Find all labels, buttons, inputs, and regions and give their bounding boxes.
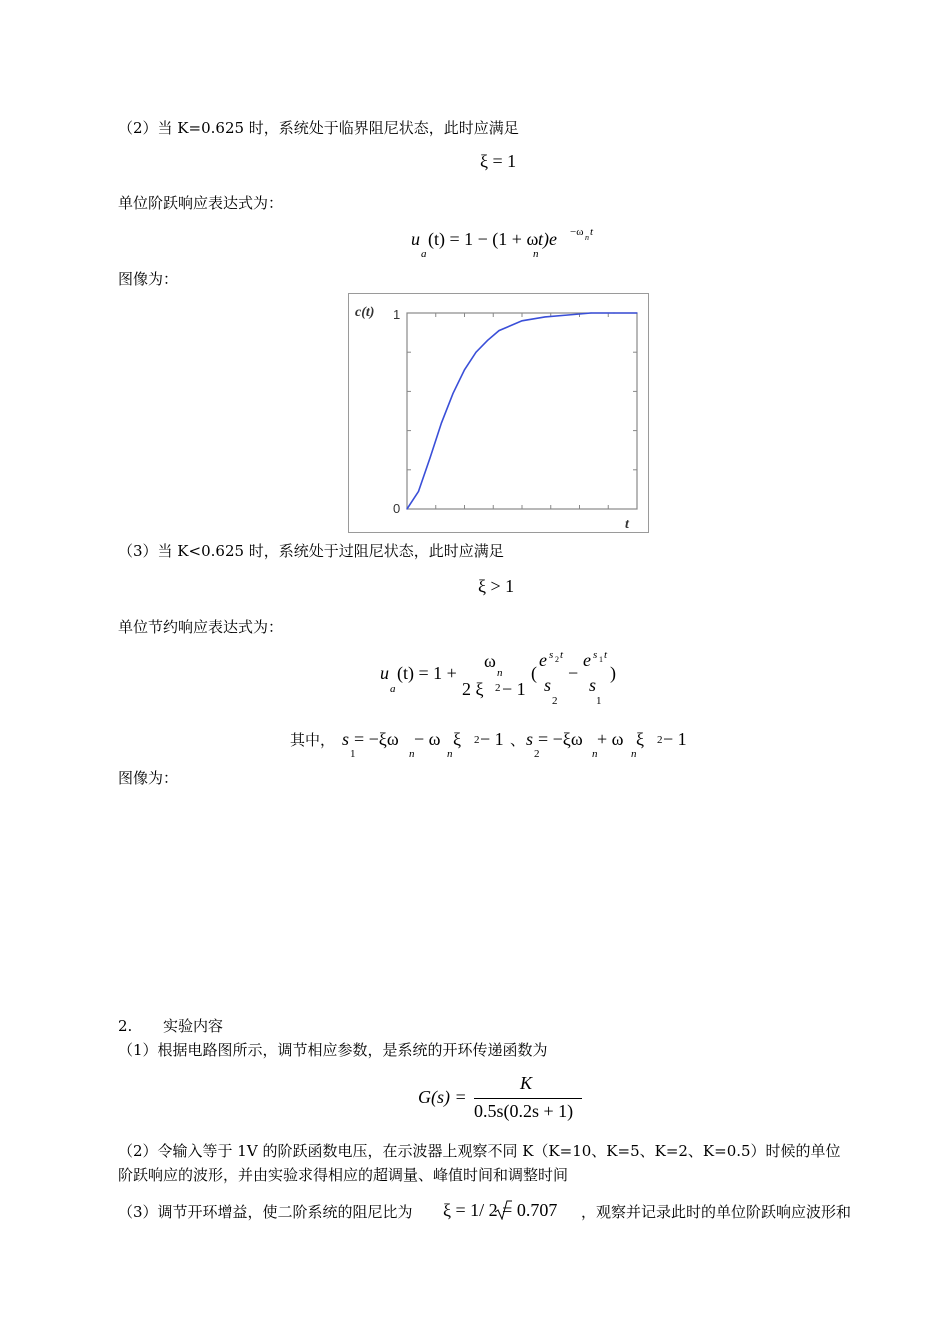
data-point xyxy=(636,312,637,313)
root-s2-n1: n xyxy=(592,748,598,760)
expr-exp: −ω xyxy=(570,226,584,238)
experiment-heading: 实验内容 xyxy=(163,1017,224,1035)
step-response-chart xyxy=(348,293,649,533)
roots-expression xyxy=(290,728,720,764)
chart-svg xyxy=(349,294,648,532)
data-point xyxy=(498,330,499,331)
expr-lhs-rest: (t) = 1 − (1 + ω xyxy=(428,229,539,249)
root-s2-mid: + ω xyxy=(597,729,624,749)
root-s1-sub: 1 xyxy=(350,748,356,760)
data-point xyxy=(406,508,407,509)
root-s2-n2: n xyxy=(631,748,637,760)
ov-e2-exp-sub: 1 xyxy=(599,655,603,664)
section3-text: （3）当 K<0.625 时，系统处于过阻尼状态，此时应满足 xyxy=(118,542,504,560)
ov-e1-exp-t: t xyxy=(560,649,564,661)
ov-e1-exp: s xyxy=(549,649,554,661)
ov-s1-sub: 1 xyxy=(596,695,602,707)
data-point xyxy=(544,316,545,317)
ov-den-sup: 2 xyxy=(495,682,501,694)
root-s2-sub: 2 xyxy=(534,748,540,760)
ov-s2: s xyxy=(544,675,552,695)
data-point xyxy=(521,320,522,321)
root-s1: s xyxy=(342,729,350,749)
ov-paren-close: ) xyxy=(610,663,616,683)
expr-exp-t: t xyxy=(590,226,594,238)
expr-mid-sub: n xyxy=(533,248,539,260)
section2-expr-label: 单位阶跃响应表达式为： xyxy=(118,194,284,212)
data-point xyxy=(452,393,453,394)
expr-u: u xyxy=(411,229,420,249)
ov-lhs-rest: (t) = 1 + xyxy=(397,663,457,683)
experiment-item-3-post: ，观察并记录此时的单位阶跃响应波形和 xyxy=(581,1203,852,1221)
ov-num-omega: ω xyxy=(484,651,496,671)
root-s1-mid: − ω xyxy=(414,729,441,749)
expr-rhs: t)e xyxy=(538,229,557,249)
tf-lhs: G(s) = xyxy=(418,1087,467,1107)
experiment-item-3-math: ξ = 1/ 2 = 0.707 xyxy=(443,1200,558,1220)
data-point xyxy=(418,491,419,492)
transfer-function xyxy=(418,1072,598,1122)
ov-e2: e xyxy=(583,650,591,670)
ov-u-sub: a xyxy=(390,683,396,695)
ov-den-rest: − 1 xyxy=(502,679,526,699)
root-s1-n1: n xyxy=(409,748,415,760)
ov-s2-sub: 2 xyxy=(552,695,558,707)
ov-e2-exp-t: t xyxy=(604,649,608,661)
ov-paren-open: ( xyxy=(531,663,537,683)
critical-damping-condition: ξ = 1 xyxy=(480,151,517,171)
section3-image-label: 图像为： xyxy=(118,769,179,787)
data-point xyxy=(567,314,568,315)
experiment-item-3-pre: （3）调节开环增益，使二阶系统的阻尼比为 xyxy=(118,1203,413,1221)
root-s2: s xyxy=(526,729,534,749)
data-point xyxy=(464,369,465,370)
experiment-heading-number: 2. xyxy=(118,1017,133,1035)
data-point xyxy=(475,352,476,353)
y-axis-label: c(t) xyxy=(355,305,375,320)
data-point xyxy=(590,312,591,313)
root-s2-tail: ξ xyxy=(636,729,645,749)
root-s1-sup: 2 xyxy=(474,734,480,746)
root-s2-end: − 1 xyxy=(663,729,687,749)
expr-exp-sub: n xyxy=(585,233,589,242)
fraction-bar xyxy=(474,1098,582,1099)
experiment-item-2-line-1: （2）令输入等于 1V 的阶跃函数电压，在示波器上观察不同 K（K=10、K=5、K=2、K=0.5）时候的单位 xyxy=(118,1142,841,1160)
tf-denominator: 0.5s(0.2s + 1) xyxy=(474,1101,574,1121)
ov-e1: e xyxy=(539,650,547,670)
data-point xyxy=(487,340,488,341)
root-s2-sup: 2 xyxy=(657,734,663,746)
tf-numerator: K xyxy=(520,1073,533,1093)
ov-u: u xyxy=(380,663,389,683)
x-axis-label: t xyxy=(625,517,629,532)
section3-expr-label: 单位节约响应表达式为： xyxy=(118,618,284,636)
root-s1-eq: = −ξω xyxy=(354,729,399,749)
section2-image-label: 图像为： xyxy=(118,270,179,288)
plot-frame xyxy=(407,313,637,509)
root-s2-eq: = −ξω xyxy=(538,729,583,749)
critical-damping-expression xyxy=(411,228,611,264)
expr-u-sub: a xyxy=(421,248,427,260)
where-label: 其中， xyxy=(290,731,336,749)
ov-num-sub: n xyxy=(497,667,503,679)
experiment-item-1: （1）根据电路图所示，调节相应参数，是系统的开环传递函数为 xyxy=(118,1041,548,1059)
root-s1-tail: ξ xyxy=(453,729,462,749)
root-s1-n2: n xyxy=(447,748,453,760)
root-sep: 、 xyxy=(510,731,526,749)
section2-text: （2）当 K=0.625 时，系统处于临界阻尼状态，此时应满足 xyxy=(118,119,519,137)
root-s1-end: − 1 xyxy=(480,729,504,749)
ov-e2-exp: s xyxy=(593,649,598,661)
ov-minus: − xyxy=(568,663,579,683)
data-point xyxy=(441,422,442,423)
ov-s1: s xyxy=(589,675,597,695)
series-line xyxy=(407,313,637,509)
sqrt-sign xyxy=(494,1200,512,1220)
data-point xyxy=(613,312,614,313)
data-point xyxy=(429,457,430,458)
overdamping-condition: ξ > 1 xyxy=(478,576,515,596)
experiment-item-2-line-2: 阶跃响应的波形，并由实验求得相应的超调量、峰值时间和调整时间 xyxy=(118,1166,569,1184)
y-tick-label-0: 0 xyxy=(393,501,401,516)
ov-e1-exp-sub: 2 xyxy=(555,655,559,664)
y-tick-label-1: 1 xyxy=(393,307,401,322)
overdamping-expression xyxy=(380,645,630,711)
ov-den: 2 ξ xyxy=(462,679,484,699)
